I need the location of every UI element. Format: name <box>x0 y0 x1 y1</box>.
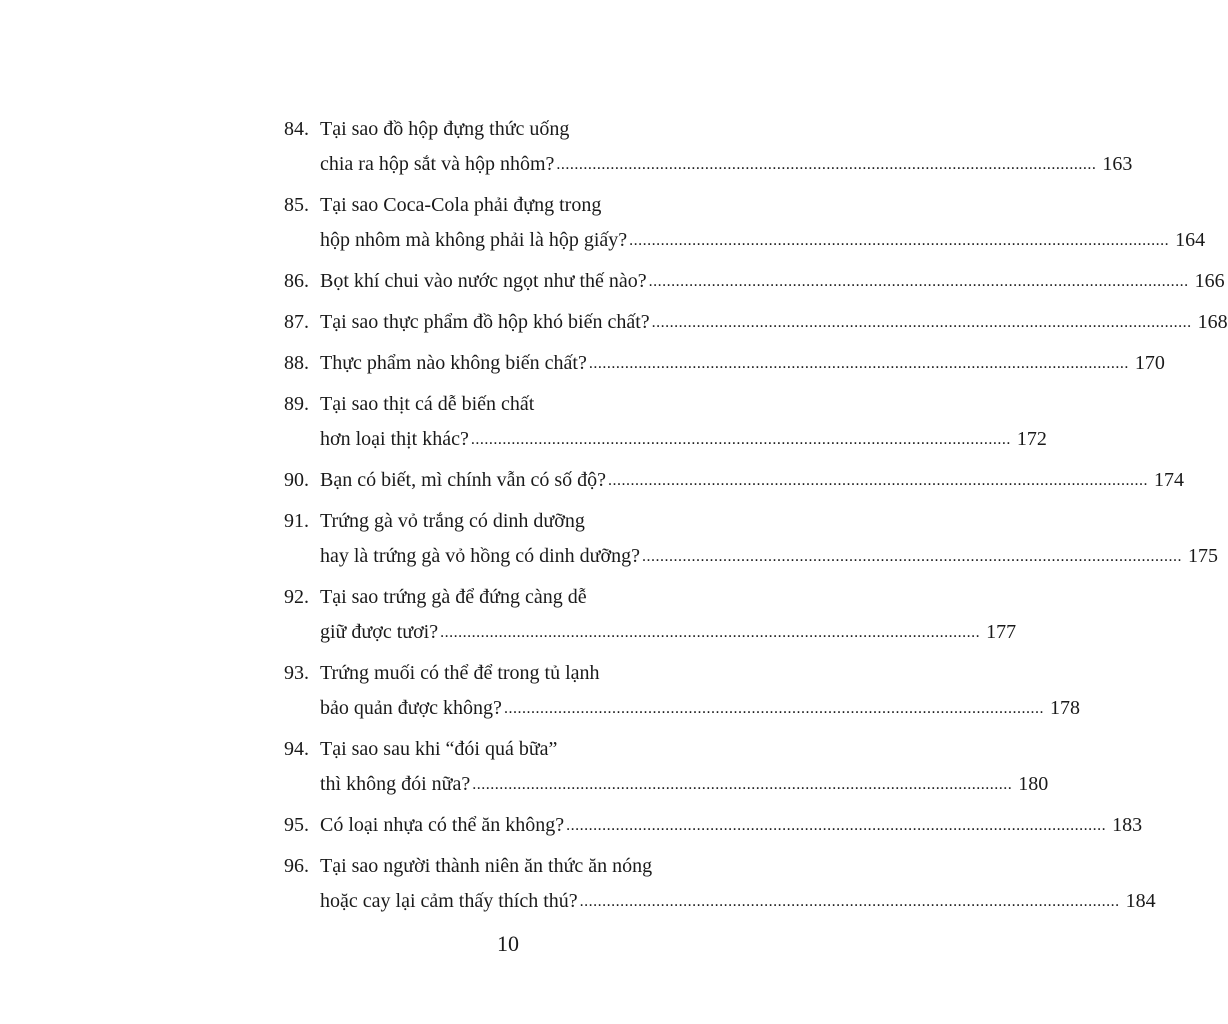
toc-entry-title: hoặc cay lại cảm thấy thích thú? <box>320 890 578 912</box>
dot-leader: ........................................................................................................................ <box>566 817 1107 834</box>
toc-entry-page: 184 <box>1125 890 1156 912</box>
dot-leader: ........................................................................................................................ <box>472 776 1013 793</box>
toc-entry-page: 170 <box>1134 352 1165 374</box>
toc-entry-title: Bọt khí chui vào nước ngọt như thế nào? <box>320 270 647 292</box>
toc-entry-title: Trứng muối có thể để trong tủ lạnh <box>320 662 600 684</box>
toc-entry-number: 85. <box>284 194 309 216</box>
toc-entry-continuation <box>284 422 1047 457</box>
toc-entry-page: 177 <box>986 621 1017 643</box>
toc-entry-page: 183 <box>1112 814 1143 836</box>
toc-entry-line <box>284 656 748 691</box>
toc-entry-page: 163 <box>1102 153 1133 175</box>
toc-entry <box>284 346 1165 381</box>
toc-entry-line <box>284 732 748 767</box>
toc-entry-number: 91. <box>284 510 309 532</box>
toc-entry-title: Có loại nhựa có thể ăn không? <box>320 814 565 836</box>
toc-entry-line <box>284 849 748 884</box>
toc-entry-line <box>284 346 1165 381</box>
toc-entry <box>284 656 1080 726</box>
toc-entry-number: 93. <box>284 662 309 684</box>
dot-leader: ........................................................................................................................ <box>651 314 1192 331</box>
toc-entry <box>284 849 1156 919</box>
toc-entry-page: 174 <box>1154 469 1185 491</box>
toc-entry-title: Tại sao người thành niên ăn thức ăn nóng <box>320 855 653 877</box>
toc-entry-line <box>284 580 748 615</box>
dot-leader: ........................................................................................................................ <box>556 156 1097 173</box>
toc-entry-title: Bạn có biết, mì chính vẫn có số độ? <box>320 469 607 491</box>
toc-entry <box>284 808 1143 843</box>
dot-leader: ........................................................................................................................ <box>648 273 1189 290</box>
toc-entry-title: hơn loại thịt khác? <box>320 428 469 450</box>
toc-entry-number: 90. <box>284 469 309 491</box>
toc-entry-line <box>284 264 1225 299</box>
toc-entry-line <box>284 305 1228 340</box>
dot-leader: ........................................................................................................................ <box>579 893 1120 910</box>
dot-leader: ........................................................................................................................ <box>629 232 1170 249</box>
toc-entry-page: 175 <box>1187 545 1218 567</box>
toc-entry-title: giữ được tươi? <box>320 621 439 643</box>
toc-entry-title: Tại sao sau khi “đói quá bữa” <box>320 738 558 760</box>
dot-leader: ........................................................................................................................ <box>503 700 1044 717</box>
toc-entry-title: Tại sao Coca-Cola phải đựng trong <box>320 194 602 216</box>
toc-entry-title: Thực phẩm nào không biến chất? <box>320 352 587 374</box>
toc-entry <box>284 305 1228 340</box>
toc-entry-continuation <box>284 223 1206 258</box>
toc-entry-continuation <box>284 539 1218 574</box>
toc-entry-continuation <box>284 147 1133 182</box>
toc-entry-number: 92. <box>284 586 309 608</box>
toc-entry <box>284 732 1049 802</box>
toc-entry-title: Tại sao thịt cá dễ biến chất <box>320 393 535 415</box>
toc-entry-page: 172 <box>1016 428 1047 450</box>
toc-entry-continuation <box>284 767 1049 802</box>
toc-entry-line <box>284 112 748 147</box>
dot-leader: ........................................................................................................................ <box>470 431 1011 448</box>
toc-entry <box>284 188 1206 258</box>
toc-entry-continuation <box>284 691 1080 726</box>
toc-entry <box>284 463 1185 498</box>
dot-leader: ........................................................................................................................ <box>440 624 981 641</box>
toc-entry-number: 87. <box>284 311 309 333</box>
toc-entry-line <box>284 463 1185 498</box>
toc-entry-title: thì không đói nữa? <box>320 773 471 795</box>
dot-leader: ........................................................................................................................ <box>608 472 1149 489</box>
toc-entry <box>284 580 1017 650</box>
page-number: 10 <box>497 931 519 956</box>
toc-entry-title: Tại sao trứng gà để đứng càng dễ <box>320 586 587 608</box>
toc-entry-number: 84. <box>284 118 309 140</box>
toc-entry <box>284 504 1218 574</box>
toc-entry-continuation <box>284 884 1156 919</box>
toc-entry-number: 86. <box>284 270 309 292</box>
toc-entry-line <box>284 188 748 223</box>
toc-entry <box>284 112 1133 182</box>
toc-entry-title: bảo quản được không? <box>320 697 502 719</box>
toc-entry-number: 89. <box>284 393 309 415</box>
toc-entry-page: 180 <box>1018 773 1049 795</box>
toc-entry-continuation <box>284 615 1017 650</box>
toc-entry-number: 96. <box>284 855 309 877</box>
dot-leader: ........................................................................................................................ <box>588 355 1129 372</box>
toc-entry-title: Trứng gà vỏ trắng có dinh dưỡng <box>320 510 585 532</box>
toc-entry-title: hộp nhôm mà không phải là hộp giấy? <box>320 229 628 251</box>
toc-entry-title: hay là trứng gà vỏ hồng có dinh dưỡng? <box>320 545 640 567</box>
toc-entry-number: 95. <box>284 814 309 836</box>
toc-entry-page: 178 <box>1049 697 1080 719</box>
toc-entry-title: chia ra hộp sắt và hộp nhôm? <box>320 153 555 175</box>
toc-entry-page: 166 <box>1194 270 1225 292</box>
toc-entry-line <box>284 387 748 422</box>
toc-entry-title: Tại sao thực phẩm đồ hộp khó biến chất? <box>320 311 650 333</box>
toc-entry-line <box>284 808 1143 843</box>
toc-entry-page: 164 <box>1175 229 1206 251</box>
toc-entry-title: Tại sao đồ hộp đựng thức uống <box>320 118 570 140</box>
toc-entry-page: 168 <box>1197 311 1228 333</box>
dot-leader: ........................................................................................................................ <box>641 548 1182 565</box>
toc-entry <box>284 264 1225 299</box>
toc-entry-line <box>284 504 748 539</box>
toc-entry <box>284 387 1047 457</box>
table-of-contents <box>284 112 1228 925</box>
toc-entry-number: 88. <box>284 352 309 374</box>
toc-entry-number: 94. <box>284 738 309 760</box>
